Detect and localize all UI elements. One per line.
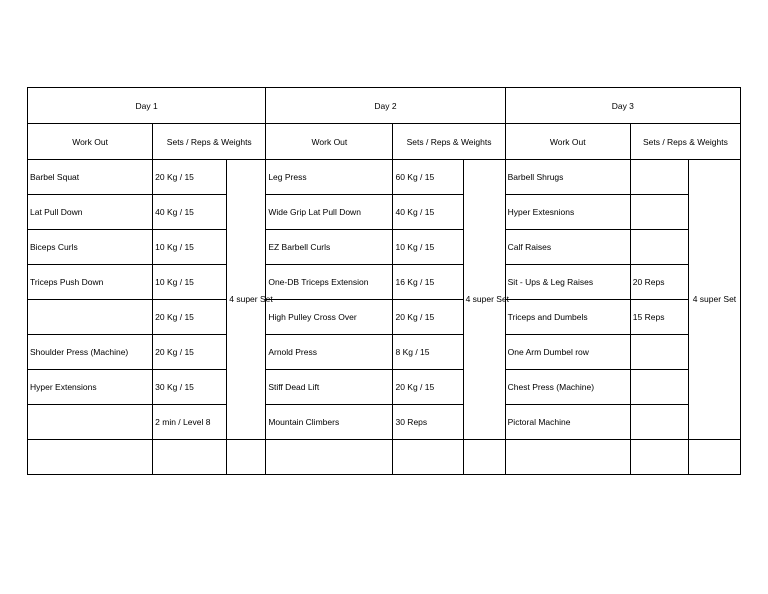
day-header-row <box>28 88 741 124</box>
super-set-cell: 4 super Set <box>688 160 740 440</box>
empty-cell <box>463 440 505 475</box>
empty-cell <box>505 440 630 475</box>
sets-cell: 10 Kg / 15 <box>153 230 227 265</box>
exercise-cell: Barbel Squat <box>28 160 153 195</box>
sets-cell: 60 Kg / 15 <box>393 160 463 195</box>
table-row <box>28 265 741 300</box>
sets-cell: 16 Kg / 15 <box>393 265 463 300</box>
empty-cell <box>28 440 153 475</box>
sets-cell <box>630 195 688 230</box>
column-header-workout: Work Out <box>266 124 393 160</box>
sets-cell: 40 Kg / 15 <box>153 195 227 230</box>
table-row <box>28 230 741 265</box>
exercise-cell: Biceps Curls <box>28 230 153 265</box>
sets-cell: 20 Kg / 15 <box>393 300 463 335</box>
exercise-cell: Lat Pull Down <box>28 195 153 230</box>
sets-cell: 20 Kg / 15 <box>153 300 227 335</box>
empty-cell <box>688 440 740 475</box>
sets-cell <box>630 405 688 440</box>
exercise-cell: Calf Raises <box>505 230 630 265</box>
exercise-cell: Shoulder Press (Machine) <box>28 335 153 370</box>
exercise-cell: One Arm Dumbel row <box>505 335 630 370</box>
super-set-cell: 4 super Set <box>227 160 266 440</box>
exercise-cell: Chest Press (Machine) <box>505 370 630 405</box>
column-header-workout: Work Out <box>28 124 153 160</box>
exercise-cell: Triceps Push Down <box>28 265 153 300</box>
table-row <box>28 335 741 370</box>
exercise-cell: Arnold Press <box>266 335 393 370</box>
exercise-cell <box>28 300 153 335</box>
day-title: Day 2 <box>266 88 505 124</box>
sets-cell <box>630 160 688 195</box>
sets-cell: 10 Kg / 15 <box>393 230 463 265</box>
exercise-cell: Mountain Climbers <box>266 405 393 440</box>
column-header-sets: Sets / Reps & Weights <box>393 124 505 160</box>
day-title: Day 3 <box>505 88 740 124</box>
exercise-cell: Hyper Extensions <box>28 370 153 405</box>
sets-cell: 40 Kg / 15 <box>393 195 463 230</box>
exercise-cell: One-DB Triceps Extension <box>266 265 393 300</box>
empty-cell <box>630 440 688 475</box>
exercise-cell: Pictoral Machine <box>505 405 630 440</box>
column-header-sets: Sets / Reps & Weights <box>153 124 266 160</box>
exercise-cell <box>28 405 153 440</box>
exercise-cell: EZ Barbell Curls <box>266 230 393 265</box>
sets-cell: 30 Reps <box>393 405 463 440</box>
sets-cell: 20 Kg / 15 <box>153 160 227 195</box>
sets-cell: 15 Reps <box>630 300 688 335</box>
empty-cell <box>393 440 463 475</box>
sets-cell <box>630 335 688 370</box>
exercise-cell: High Pulley Cross Over <box>266 300 393 335</box>
table-row <box>28 370 741 405</box>
column-header-sets: Sets / Reps & Weights <box>630 124 740 160</box>
sets-cell: 8 Kg / 15 <box>393 335 463 370</box>
empty-cell <box>266 440 393 475</box>
sets-cell <box>630 370 688 405</box>
sets-cell: 2 min / Level 8 <box>153 405 227 440</box>
sets-cell: 20 Kg / 15 <box>393 370 463 405</box>
exercise-cell: Sit - Ups & Leg Raises <box>505 265 630 300</box>
exercise-cell: Leg Press <box>266 160 393 195</box>
table-row <box>28 405 741 440</box>
exercise-cell: Triceps and Dumbels <box>505 300 630 335</box>
empty-row <box>28 440 741 475</box>
table-row <box>28 195 741 230</box>
empty-cell <box>227 440 266 475</box>
column-header-workout: Work Out <box>505 124 630 160</box>
super-set-cell: 4 super Set <box>463 160 505 440</box>
exercise-cell: Stiff Dead Lift <box>266 370 393 405</box>
column-header-row <box>28 124 741 160</box>
sets-cell: 30 Kg / 15 <box>153 370 227 405</box>
sets-cell: 20 Reps <box>630 265 688 300</box>
sets-cell: 20 Kg / 15 <box>153 335 227 370</box>
sets-cell: 10 Kg / 15 <box>153 265 227 300</box>
table-row <box>28 160 741 195</box>
exercise-cell: Barbell Shrugs <box>505 160 630 195</box>
workout-plan-table <box>27 87 741 475</box>
day-title: Day 1 <box>28 88 266 124</box>
exercise-cell: Hyper Extesnions <box>505 195 630 230</box>
exercise-cell: Wide Grip Lat Pull Down <box>266 195 393 230</box>
sets-cell <box>630 230 688 265</box>
empty-cell <box>153 440 227 475</box>
table-row <box>28 300 741 335</box>
